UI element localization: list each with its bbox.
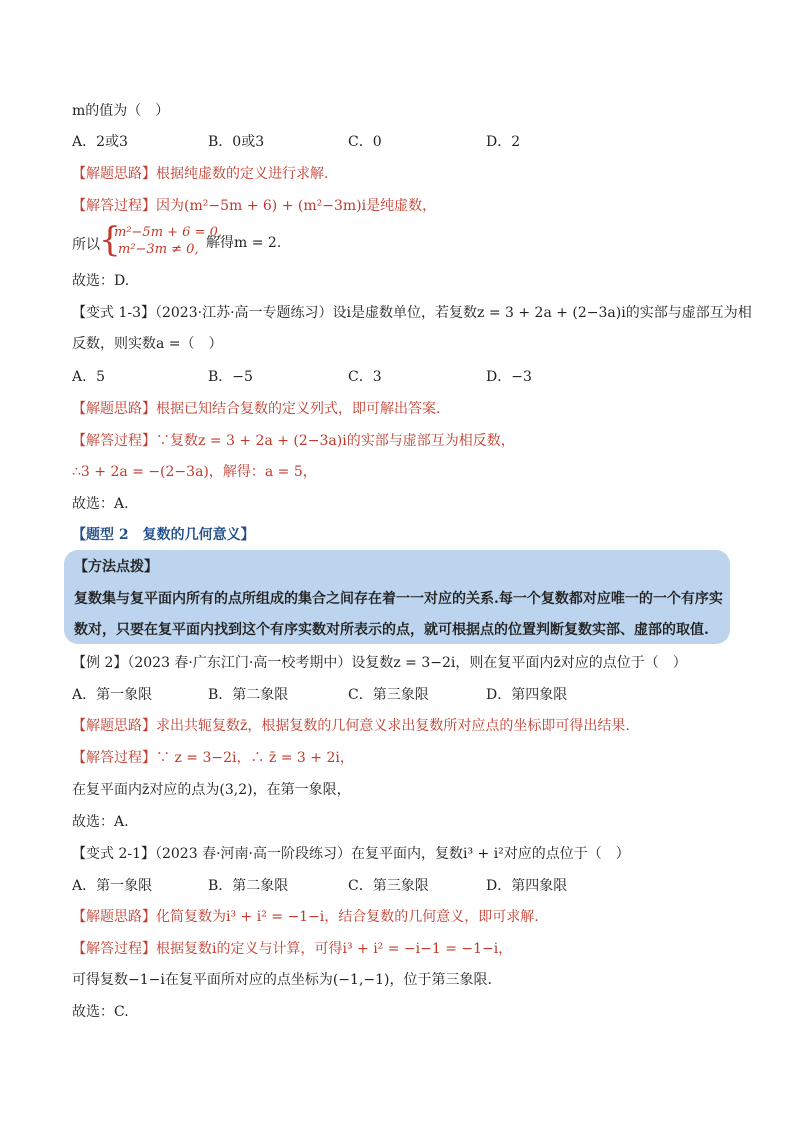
process-line-2: 可得复数−1−i在复平面所对应的点坐标为(−1,−1)，位于第三象限. [72, 972, 492, 988]
process-line-2: ∴3 + 2a = −(2−3a)，解得：a = 5， [72, 464, 317, 480]
answer: 故选：D. [72, 273, 130, 289]
option-c: C．3 [348, 369, 382, 385]
process-label: 【解答过程】 [72, 198, 156, 214]
option-a: A．5 [72, 369, 106, 385]
idea-text: 求出共轭复数z̄，根据复数的几何意义求出复数所对应点的坐标即可得出结果. [156, 718, 630, 734]
option-b: B．−5 [208, 369, 253, 385]
option-d: D．第四象限 [486, 878, 568, 894]
option-b: B．0或3 [208, 134, 265, 150]
solution-idea [72, 164, 328, 184]
option-d: D．2 [486, 134, 521, 150]
process-text: ∵复数z = 3 + 2a + (2−3a)i的实部与虚部互为相反数， [156, 433, 515, 449]
option-d: D．第四象限 [486, 687, 568, 703]
process-line-2: 在复平面内z̄对应的点为(3,2)，在第一象限， [72, 782, 351, 798]
idea-text: 根据已知结合复数的定义列式，即可解出答案. [156, 401, 441, 417]
idea-label: 【解题思路】 [72, 718, 156, 734]
solution-process [72, 939, 512, 959]
idea-label: 【解题思路】 [72, 909, 156, 925]
example-2-question: 【例 2】（2023 春·广东江门·高一校考期中）设复数z = 3−2i，则在复平面内z̄对应的点位于（ ） [72, 655, 687, 671]
solution-idea [72, 399, 440, 419]
system-result: 解得m = 2. [206, 235, 282, 251]
process-text: 根据复数i的定义与计算，可得i³ + i² = −i−1 = −1−i， [156, 941, 513, 957]
idea-label: 【解题思路】 [72, 401, 156, 417]
method-line-1: 复数集与复平面内所有的点所组成的集合之间存在着一一对应的关系.每一个复数都对应唯一的一个有序实 [74, 591, 723, 607]
option-b: B．第二象限 [208, 878, 289, 894]
variant-2-1-question: 【变式 2-1】（2023 春·河南·高一阶段练习）在复平面内，复数i³ + i²对应的点位于（ ） [72, 846, 630, 862]
idea-text: 化简复数为i³ + i² = −1−i，结合复数的几何意义，即可求解. [156, 909, 539, 925]
process-text: ∵ z = 3−2i，∴ z̄ = 3 + 2i， [156, 750, 354, 766]
solution-process [72, 196, 436, 216]
question-tail: m的值为（ ） [72, 103, 170, 119]
solution-idea [72, 907, 539, 927]
method-title: 【方法点拨】 [74, 559, 158, 575]
option-a: A．第一象限 [72, 878, 153, 894]
solution-process [72, 748, 354, 768]
answer: 故选：C. [72, 1004, 129, 1020]
option-a: A．2或3 [72, 134, 128, 150]
option-c: C．0 [348, 134, 382, 150]
so-prefix: 所以 [72, 237, 100, 253]
process-label: 【解答过程】 [72, 941, 156, 957]
option-c: C．第三象限 [348, 687, 429, 703]
idea-text: 根据纯虚数的定义进行求解. [156, 166, 329, 182]
solution-idea [72, 716, 630, 736]
answer: 故选：A. [72, 496, 129, 512]
system-line-1: m²−5m + 6 = 0, [114, 225, 223, 240]
option-a: A．第一象限 [72, 687, 153, 703]
variant-1-3-line-1: 【变式 1-3】（2023·江苏·高一专题练习）设i是虚数单位，若复数z = 3 + 2a + (2−3a)i的实部与虚部互为相 [72, 305, 752, 321]
method-line-2: 数对，只要在复平面内找到这个有序实数对所表示的点，就可根据点的位置判断复数实部、虚部的取值. [74, 622, 709, 638]
process-text: 因为(m²−5m + 6) + (m²−3m)i是纯虚数， [156, 198, 437, 214]
answer: 故选：A. [72, 814, 129, 830]
section-heading: 【题型 2 复数的几何意义】 [72, 527, 255, 543]
system-brace: { [99, 220, 121, 260]
solution-process [72, 431, 515, 451]
option-b: B．第二象限 [208, 687, 289, 703]
variant-1-3-line-2: 反数，则实数a =（ ） [72, 336, 223, 352]
idea-label: 【解题思路】 [72, 166, 156, 182]
process-label: 【解答过程】 [72, 433, 156, 449]
process-label: 【解答过程】 [72, 750, 156, 766]
system-line-2: m²−3m ≠ 0, [118, 242, 199, 257]
option-d: D．−3 [486, 369, 532, 385]
option-c: C．第三象限 [348, 878, 429, 894]
